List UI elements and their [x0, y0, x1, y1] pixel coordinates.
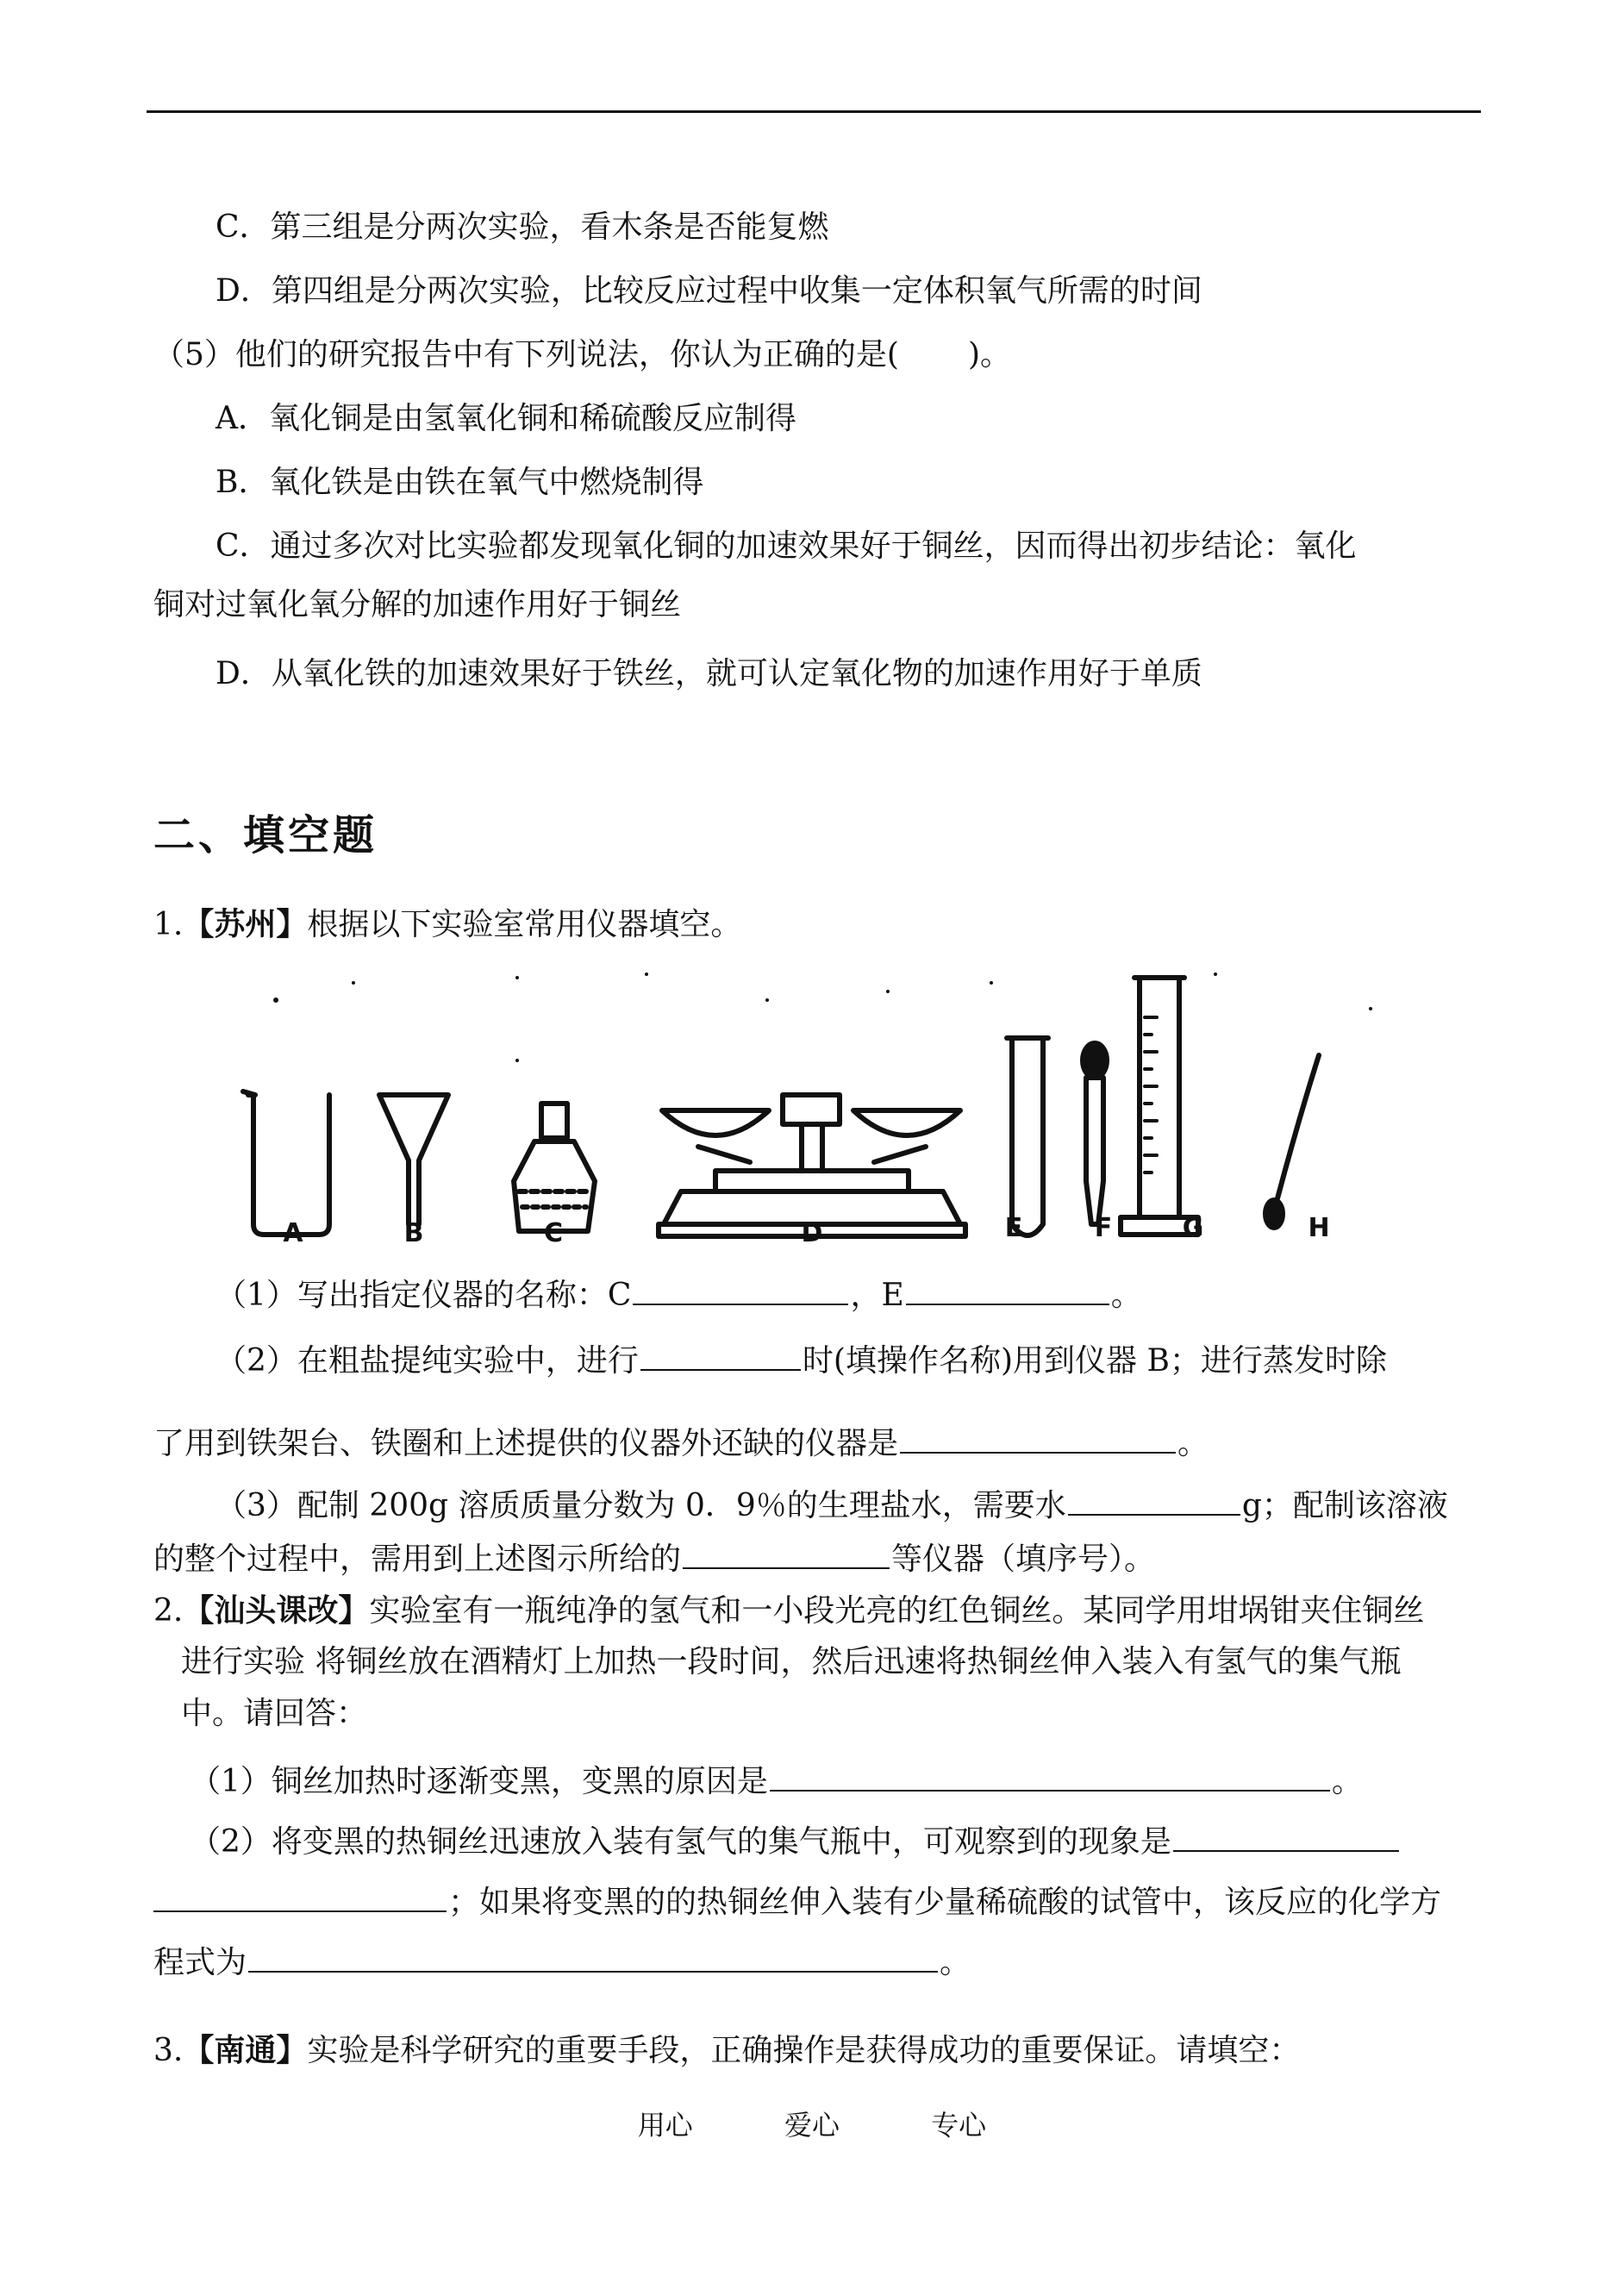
part-text: （3）配制 200g 溶质质量分数为 0．9％的生理盐水，需要水 — [215, 1488, 1066, 1523]
question-text: 根据以下实验室常用仪器填空。 — [307, 907, 742, 942]
figure-label-f: F — [1094, 1213, 1113, 1243]
test-tube-drawing — [1007, 1038, 1048, 1235]
part-text: 的整个过程中，需用到上述图示所给的 — [153, 1541, 682, 1577]
q5-stem-text: （5）他们的研究报告中有下列说法，你认为正确的是( — [153, 337, 899, 372]
answer-blank[interactable] — [770, 1759, 1330, 1792]
answer-blank[interactable] — [1068, 1483, 1240, 1516]
part-text: ，E — [850, 1278, 904, 1313]
part-text: 了用到铁架台、铁圈和上述提供的仪器外还缺的仪器是 — [153, 1426, 899, 1461]
answer-blank[interactable] — [900, 1421, 1176, 1454]
page-footer — [0, 2104, 1624, 2143]
part-text: 程式为 — [153, 1945, 247, 1980]
figure-label-g: G — [1182, 1213, 1204, 1243]
fill1-part2-line1 — [215, 1338, 1387, 1380]
fill2-stem-line2: 进行实验 将铜丝放在酒精灯上加热一段时间，然后迅速将热铜丝伸入装入有氢气的集气瓶 — [181, 1644, 1402, 1679]
beaker-drawing — [243, 1091, 329, 1235]
fill1-stem — [153, 905, 741, 944]
apparatus-figure — [233, 966, 1414, 1259]
part-text: （1）写出指定仪器的名称：C — [215, 1278, 632, 1313]
question-text: 实验室有一瓶纯净的氢气和一小段光亮的红色铜丝。某同学用坩埚钳夹住铜丝 — [369, 1593, 1425, 1629]
part-text: （1）铜丝加热时逐渐变黑，变黑的原因是 — [190, 1764, 768, 1799]
part-text: （2）在粗盐提纯实验中，进行 — [215, 1343, 639, 1379]
q4-option-c: C．第三组是分两次实验，看木条是否能复燃 — [215, 209, 829, 245]
fill2-part1 — [190, 1759, 1363, 1801]
fill3-stem — [153, 2031, 1300, 2070]
part-text: g；配制该溶液 — [1241, 1488, 1448, 1523]
question-source: 【汕头课改】 — [183, 1592, 370, 1629]
fill2-stem-line3: 中。请回答： — [181, 1696, 368, 1731]
figure-label-h: H — [1308, 1213, 1330, 1243]
fill1-part2-line2 — [153, 1421, 1209, 1463]
part-text: 时(填操作名称)用到仪器 B；进行蒸发时除 — [802, 1343, 1387, 1379]
question-number: 3. — [153, 2033, 184, 2068]
alcohol-lamp-drawing — [514, 1104, 595, 1231]
figure-label-b: B — [403, 1218, 424, 1248]
balance-drawing — [659, 1095, 965, 1236]
section-title: 二、填空题 — [153, 811, 378, 860]
footer-word: 爱心 — [784, 2109, 840, 2142]
part-text: 等仪器（填序号）。 — [891, 1541, 1156, 1577]
q5-option-c-line2: 铜对过氧化氧分解的加速作用好于铜丝 — [153, 587, 682, 622]
answer-blank[interactable] — [153, 1879, 447, 1912]
fill2-part2-line3 — [153, 1940, 971, 1982]
answer-blank[interactable] — [683, 1536, 890, 1569]
dropper-drawing — [1083, 1043, 1107, 1224]
question-source: 【南通】 — [183, 2032, 308, 2068]
question-number: 2. — [153, 1593, 184, 1629]
part-text: （2）将变黑的热铜丝迅速放入装有氢气的集气瓶中，可观察到的现象是 — [190, 1824, 1171, 1860]
fill1-part3-line2 — [153, 1536, 1155, 1579]
part-text: 。 — [1177, 1426, 1209, 1461]
fill2-part2-line1 — [190, 1819, 1401, 1861]
fill1-part1 — [215, 1273, 1142, 1315]
part-text: ；如果将变黑的的热铜丝伸入装有少量稀硫酸的试管中，该反应的化学方 — [448, 1885, 1442, 1920]
part-text: 。 — [940, 1945, 971, 1980]
fill2-stem-line1 — [153, 1591, 1424, 1630]
part-text: 。 — [1110, 1278, 1142, 1313]
figure-label-c: C — [543, 1218, 564, 1248]
answer-blank[interactable] — [1173, 1819, 1399, 1852]
q5-option-d: D．从氧化铁的加速效果好于铁丝，就可认定氧化物的加速作用好于单质 — [215, 656, 1202, 691]
footer-word: 专心 — [931, 2109, 987, 2142]
graduated-cylinder-drawing — [1121, 978, 1198, 1235]
funnel-drawing — [379, 1095, 448, 1224]
question-text: 实验是科学研究的重要手段，正确操作是获得成功的重要保证。请填空： — [307, 2033, 1301, 2068]
q5-stem — [153, 336, 1011, 374]
answer-blank[interactable] — [633, 1273, 848, 1305]
q5-option-c-line1: C．通过多次对比实验都发现氧化铜的加速效果好于铜丝，因而得出初步结论：氧化 — [215, 528, 1357, 564]
question-source: 【苏州】 — [183, 906, 308, 942]
q5-option-a: A．氧化铜是由氢氧化铜和稀硫酸反应制得 — [215, 401, 796, 436]
spatula-drawing — [1265, 1055, 1319, 1228]
part-text: 。 — [1331, 1764, 1363, 1799]
answer-blank[interactable] — [906, 1273, 1109, 1305]
figure-label-d: D — [801, 1218, 823, 1248]
figure-label-e: E — [1004, 1213, 1023, 1243]
q5-stem-end: )。 — [967, 337, 1011, 372]
question-number: 1. — [153, 907, 184, 942]
q5-option-b: B．氧化铁是由铁在氧气中燃烧制得 — [215, 465, 704, 500]
header-rule — [147, 110, 1481, 113]
fill1-part3-line1 — [215, 1483, 1448, 1525]
footer-word: 用心 — [637, 2109, 693, 2142]
answer-blank[interactable] — [248, 1940, 938, 1973]
figure-label-a: A — [283, 1218, 303, 1248]
fill2-part2-line2 — [153, 1879, 1441, 1922]
answer-blank[interactable] — [640, 1338, 801, 1371]
q4-option-d: D．第四组是分两次实验，比较反应过程中收集一定体积氧气所需的时间 — [215, 273, 1202, 309]
